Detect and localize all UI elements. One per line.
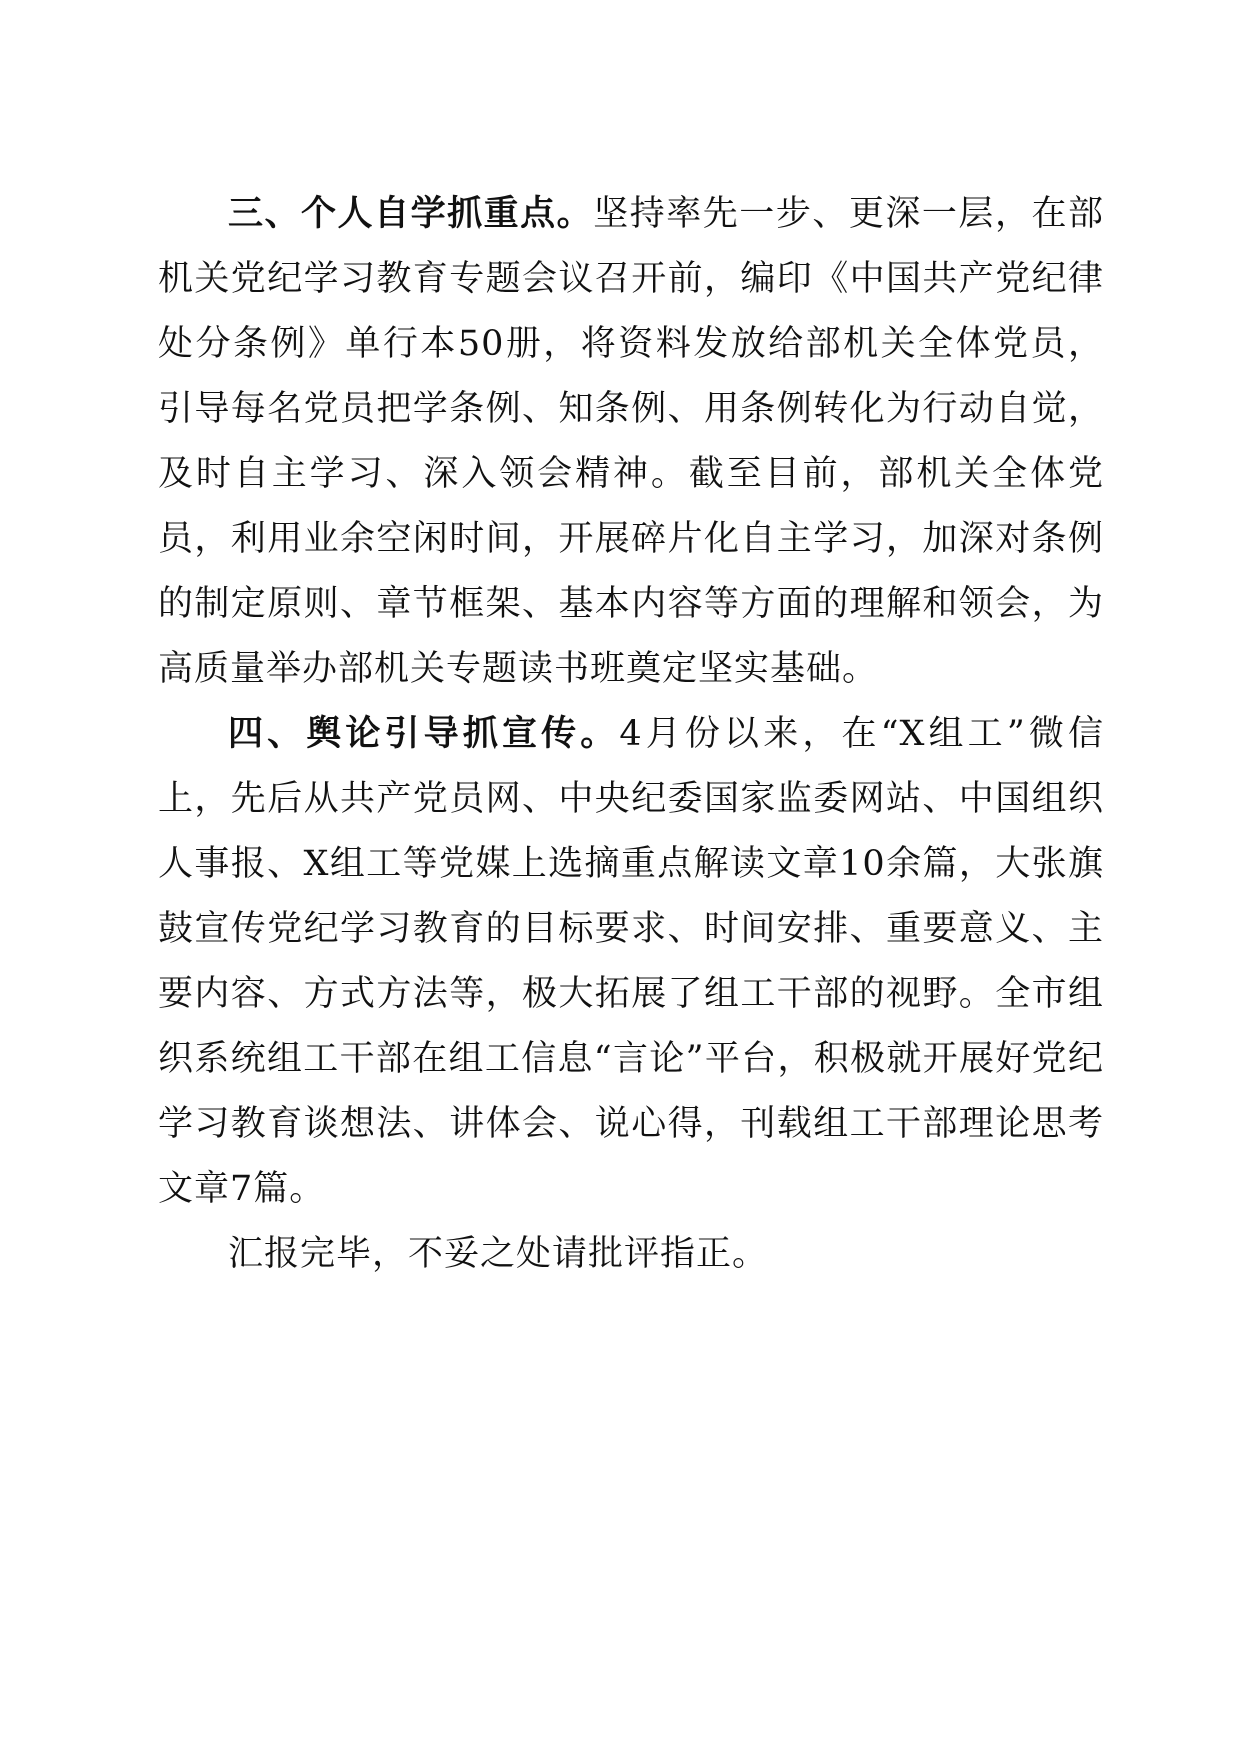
closing-paragraph: [158, 1222, 1104, 1287]
section-three-text: 坚持率先一步、更深一层，在部机关党纪学习教育专题会议召开前，编印《中国共产党纪律处分条例》单行本50册，将资料发放给部机关全体党员，引导每名党员把学条例、知条例、用条例转化为行动自觉，及时自主学习、深入领会精神。截至目前，部机关全体党员，利用业余空闲时间，开展碎片化自主学习，加深对条例的制定原则、章节框架、基本内容等方面的理解和领会，为高质量举办部机关专题读书班奠定坚实基础。: [158, 194, 1104, 689]
document-body: [158, 182, 1104, 1287]
section-four-paragraph: [158, 702, 1104, 1222]
closing-text: 汇报完毕，不妥之处请批评指正。: [228, 1234, 769, 1274]
section-three-heading: 三、个人自学抓重点。: [228, 194, 594, 234]
section-four-heading: 四、舆论引导抓宣传。: [228, 714, 620, 754]
section-four-text: 4月份以来，在“X组工”微信上，先后从共产党员网、中央纪委国家监委网站、中国组织人事报、X组工等党媒上选摘重点解读文章10余篇，大张旗鼓宣传党纪学习教育的目标要求、时间安排、重要意义、主要内容、方式方法等，极大拓展了组工干部的视野。全市组织系统组工干部在组工信息“言论”平台，积极就开展好党纪学习教育谈想法、讲体会、说心得，刊载组工干部理论思考文章7篇。: [158, 714, 1104, 1209]
section-three-paragraph: [158, 182, 1104, 702]
